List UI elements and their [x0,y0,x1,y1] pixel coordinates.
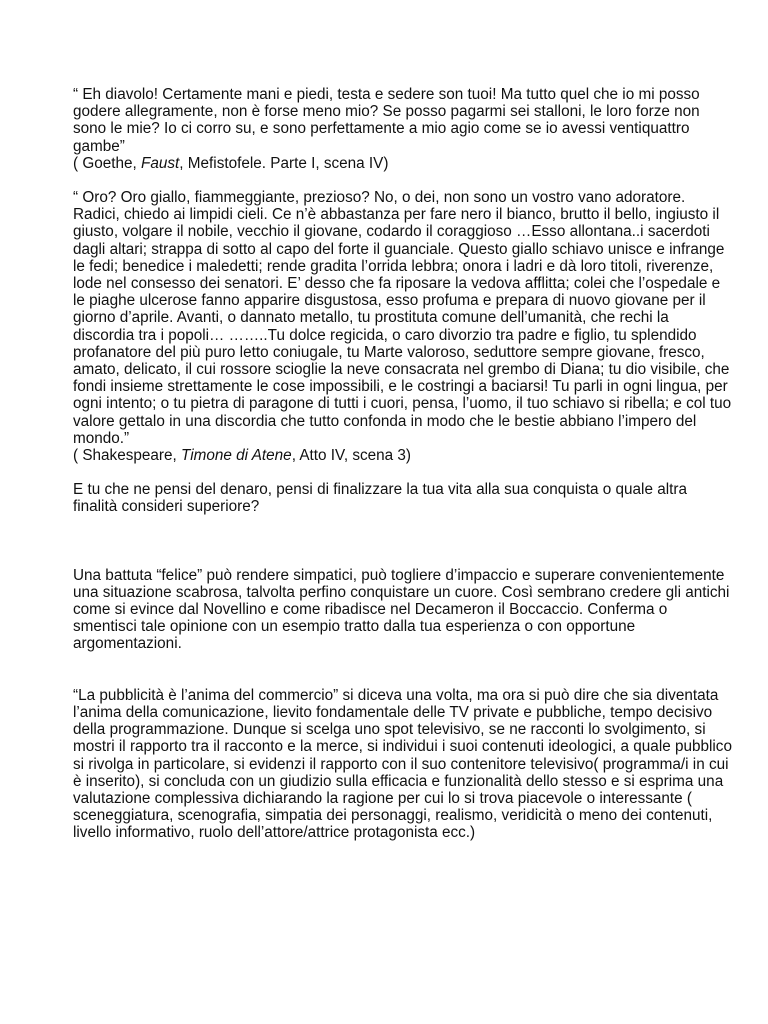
spacer [73,464,733,481]
goethe-citation-open: ( Goethe, [73,154,142,172]
goethe-citation-rest: , Mefistofele. Parte I, scena IV) [179,154,389,172]
document-page [73,86,733,842]
goethe-quote: “ Eh diavolo! Certamente mani e piedi, testa e sedere son tuoi! Ma tutto quel che io mi posso godere allegramente, non è forse meno mio? Se posso pagarmi sei stalloni, le loro forze non sono le mie? Io ci corro su, e sono perfettamente a mio agio come se io avessi ventiquattro gambe” [73,86,700,155]
shakespeare-citation-title: Timone di Atene [181,447,292,465]
pubblicita-prompt: “La pubblicità è l’anima del commercio” si diceva una volta, ma ora si può dire che sia diventata l’anima della comunicazione, lievito fondamentale delle TV private e pubbliche, tempo decisivo della programmazione. Dunque si scelga uno spot televisivo, se ne racconti lo svolgimento, si mostri il rapporto tra il racconto e la merce, si individui i suoi contenuti ideologici, a quale pubblico si rivolga in particolare, si evidenzi il rapporto con il suo contenitore televisivo( programma/i in cui è inserito), si concluda con un giudizio sulla efficacia e funzionalità dello stesso e si esprima una valutazione complessiva dichiarando la ragione per cui lo si trova piacevole o interessante ( sceneggiatura, scenografia, simpatia dei personaggi, realismo, veridicità o meno dei contenuti, livello informativo, ruolo dell’attore/attrice protagonista ecc.) [73,686,732,842]
goethe-citation [73,155,733,172]
shakespeare-quote: “ Oro? Oro giallo, fiammeggiante, prezioso? No, o dei, non sono un vostro vano adoratore. Radici, chiedo ai limpidi cieli. Ce n’è abbastanza per fare nero il bianco, brutto il bello, ingiusto il giusto, volgare il nobile, vecchio il giovane, codardo il coraggioso …Esso allontana..i sacerdoti dagli altari; strappa di sotto al capo del forte il guanciale. Questo giallo schiavo unisce e infrange le fedi; benedice i maledetti; rende gradita l’orrida lebbra; onora i ladri e dà loro titoli, riverenze, lode nel consesso dei senatori. E’ desso che fa riposare la vedova afflitta; colei che l’ospedale e le piaghe ulcerose fanno apparire disgustosa, esso profuma e prepara di nuovo giovane per il giorno d’aprile. Avanti, o dannato metallo, tu prostituta comune dell’umanità, che rechi la discordia tra i popoli… ……..Tu dolce regicida, o caro divorzio tra padre e figlio, tu splendido profanatore del più puro letto coniugale, tu Marte valoroso, seduttore sempre giovane, fresco, amato, delicato, il cui rossore scioglie la neve consacrata nel grembo di Diana; tu dio visibile, che fondi insieme strettamente le cose impossibili, e le costringi a baciarsi! Tu parli in ogni lingua, per ogni intento; o tu pietra di paragone di tutti i cuori, pensa, l’uomo, il tuo schiavo si ribella; e col tuo valore gettalo in una discordia che tutto confonda in modo che le bestie abbiano l’impero del mondo.” [73,189,732,447]
shakespeare-citation [73,447,733,464]
spacer [73,516,733,567]
spacer [73,172,733,189]
money-question: E tu che ne pensi del denaro, pensi di finalizzare la tua vita alla sua conquista o quale altra finalità consideri superiore? [73,481,687,516]
shakespeare-citation-open: ( Shakespeare, [73,447,181,465]
shakespeare-citation-rest: , Atto IV, scena 3) [291,447,412,465]
spacer [73,653,733,687]
battuta-prompt: Una battuta “felice” può rendere simpatici, può togliere d’impaccio e superare convenientemente una situazione scabrosa, talvolta perfino conquistare un cuore. Così sembrano credere gli antichi come si evince dal Novellino e come ribadisce nel Decameron il Boccaccio. Conferma o smentisci tale opinione con un esempio tratto dalla tua esperienza o con opportune argomentazioni. [73,566,730,653]
goethe-citation-title: Faust [141,154,180,172]
